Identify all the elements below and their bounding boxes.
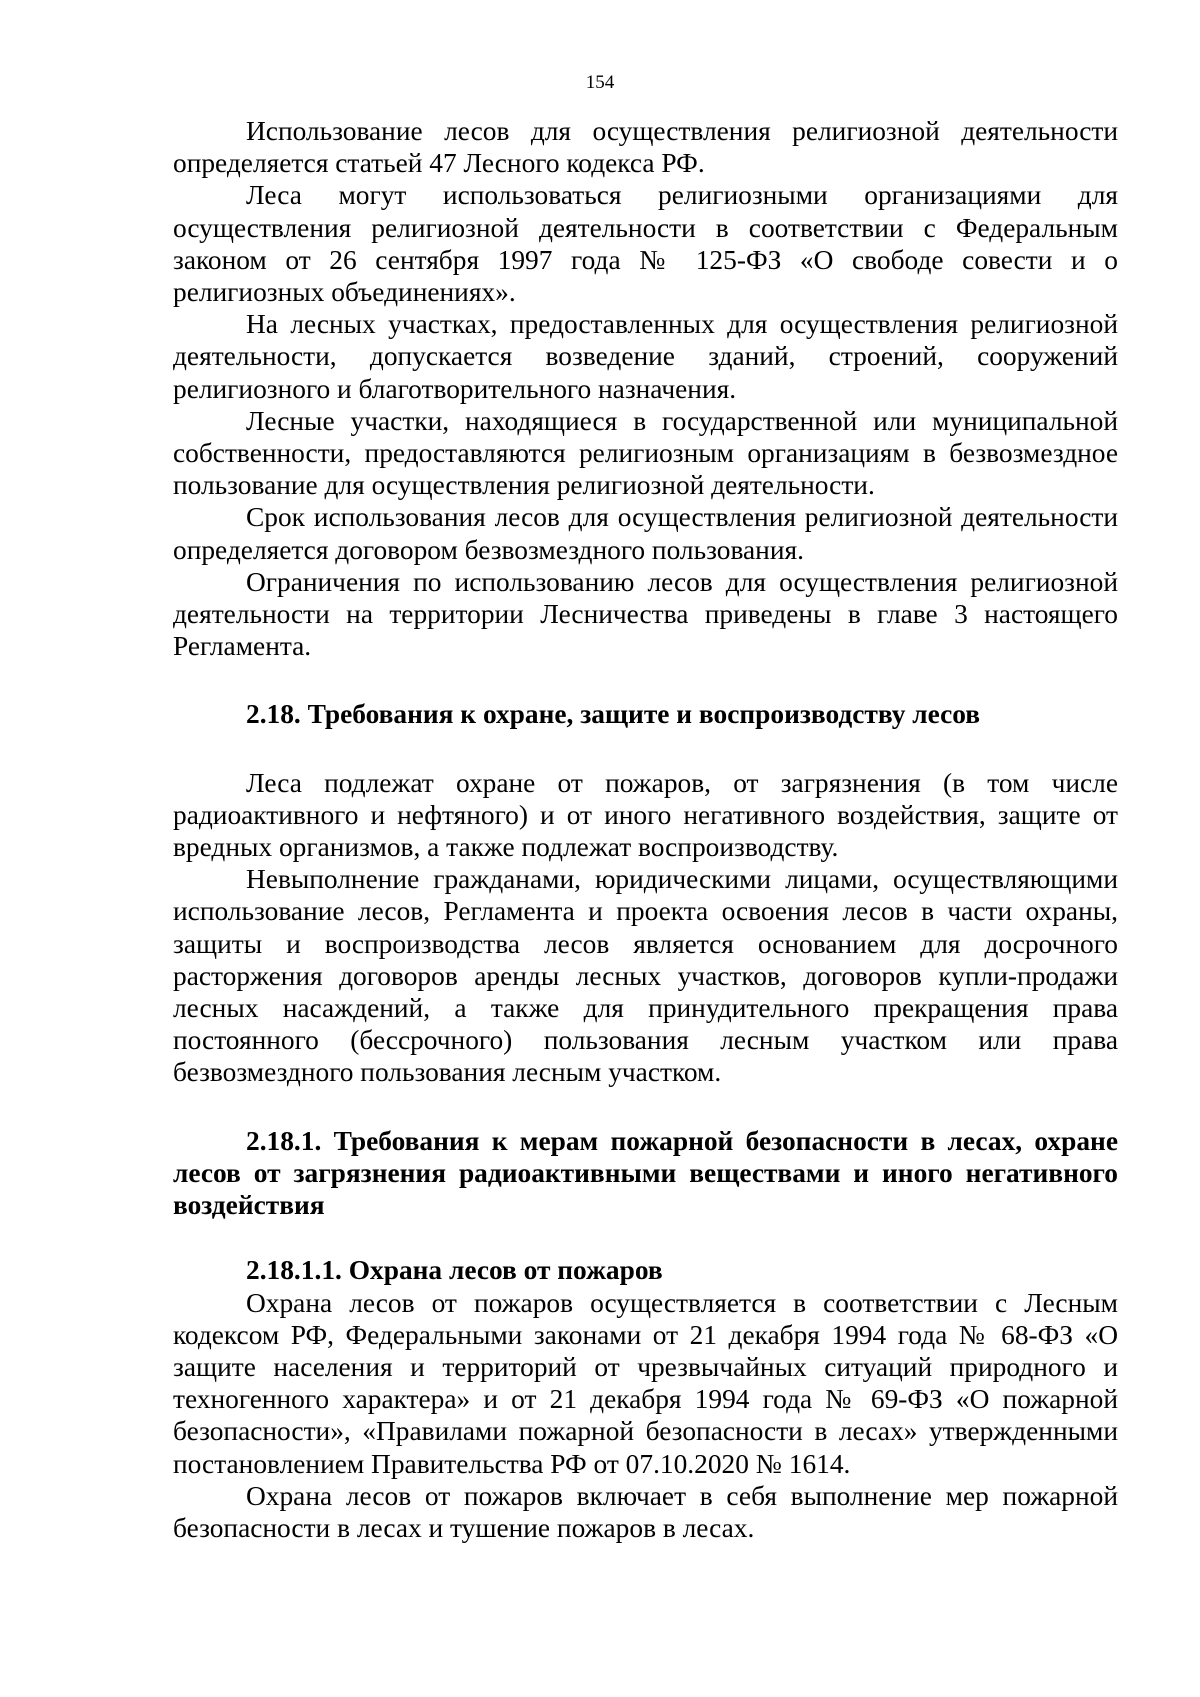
- section-spacer: [173, 1089, 1118, 1125]
- paragraph-fire-protection-measures: Охрана лесов от пожаров включает в себя выполнение мер пожарной безопасности в лесах и тушение пожаров в лесах.: [173, 1480, 1118, 1543]
- paragraph-religious-buildings: На лесных участках, предоставленных для осуществления религиозной деятельности, допускается возведение зданий, строений, сооружений религиозного и благотворительного назначения.: [173, 309, 1118, 404]
- paragraph-religious-use-article: Использование лесов для осуществления религиозной деятельности определяется статьей 47 Лесного кодекса РФ.: [173, 116, 1118, 179]
- section-spacer: [173, 662, 1118, 698]
- section-spacer: [173, 731, 1118, 767]
- section-heading-2-18-1-1: 2.18.1.1. Охрана лесов от пожаров: [246, 1255, 663, 1286]
- page-number: 154: [585, 72, 615, 93]
- paragraph-non-compliance: Невыполнение гражданами, юридическими лицами, осуществляющими использование лесов, Регламента и проекта освоения лесов в части охраны, защиты и воспроизводства лесов является основанием для досрочного расторжения договоров аренды лесных участков, договоров купли-продажи лесных насаждений, а также для принудительного прекращения права постоянного (бессрочного) пользования лесным участком или права безвозмездного пользования лесным участком.: [173, 864, 1118, 1088]
- paragraph-free-use-plots: Лесные участки, находящиеся в государственной или муниципальной собственности, предоставляются религиозным организациям в безвозмездное пользование для осуществления религиозной деятельности.: [173, 405, 1118, 501]
- section-spacer: [173, 1221, 1118, 1254]
- section-heading-2-18-1: 2.18.1. Требования к мерам пожарной безопасности в лесах, охране лесов от загрязнения радиоактивными веществами и иного негативного воздействия: [173, 1125, 1118, 1221]
- section-heading-2-18: 2.18. Требования к охране, защите и воспроизводству лесов: [246, 699, 981, 730]
- page-content: [173, 115, 1118, 1544]
- paragraph-use-term: Срок использования лесов для осуществления религиозной деятельности определяется договором безвозмездного пользования.: [173, 502, 1118, 565]
- paragraph-restrictions: Ограничения по использованию лесов для осуществления религиозной деятельности на территории Лесничества приведены в главе 3 настоящего Регламента.: [173, 566, 1118, 662]
- paragraph-religious-organizations: Леса могут использоваться религиозными организациями для осуществления религиозной деятельности в соответствии с Федеральным законом от 26 сентября 1997 года № 125-ФЗ «О свободе совести и о религиозных объединениях».: [173, 180, 1118, 308]
- paragraph-fire-protection-laws: Охрана лесов от пожаров осуществляется в соответствии с Лесным кодексом РФ, Федеральными законами от 21 декабря 1994 года № 68-ФЗ «О защите населения и территорий от чрезвычайных ситуаций природного и техногенного характера» и от 21 декабря 1994 года № 69-ФЗ «О пожарной безопасности», «Правилами пожарной безопасности в лесах» утвержденными постановлением Правительства РФ от 07.10.2020 № 1614.: [173, 1287, 1118, 1479]
- paragraph-forest-protection: Леса подлежат охране от пожаров, от загрязнения (в том числе радиоактивного и нефтяного) и от иного негативного воздействия, защите от вредных организмов, а также подлежат воспроизводству.: [173, 767, 1118, 863]
